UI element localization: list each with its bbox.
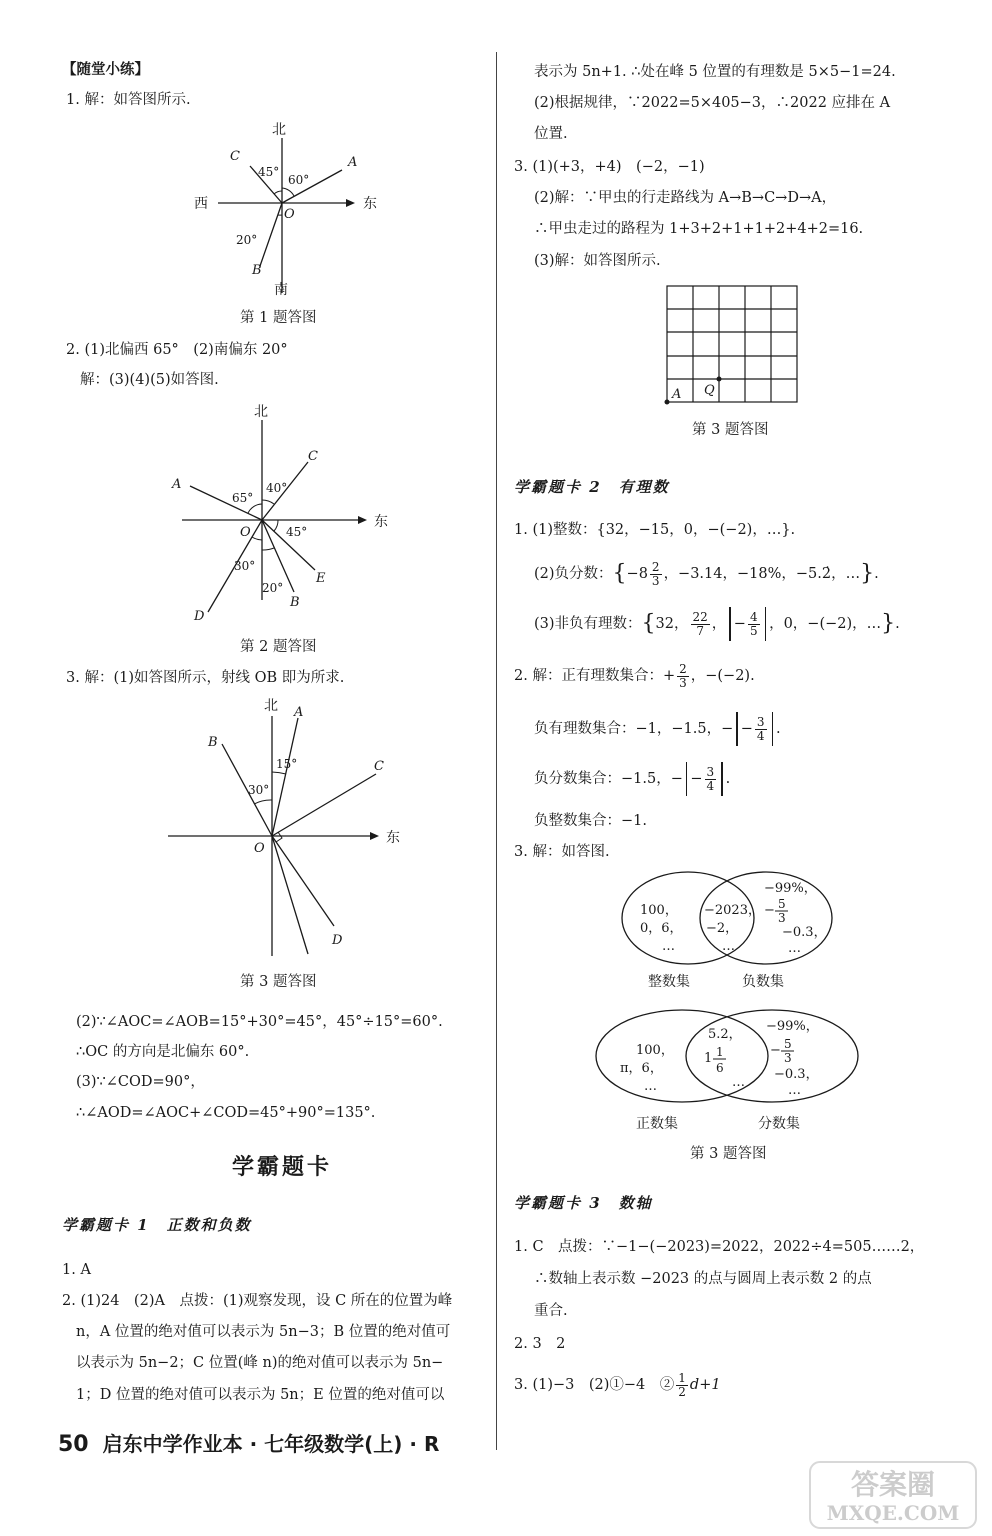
fig3-angle-30: 30°: [248, 783, 270, 797]
frac-num: 3: [706, 764, 715, 779]
r-line1: 表示为 5n+1. ∴处在峰 5 位置的有理数是 5×5−1=24.: [534, 64, 896, 80]
frac-num: 22: [692, 609, 708, 624]
fig2-point-c: C: [308, 449, 318, 464]
r-line3: 位置.: [534, 126, 568, 142]
card2-q1-line2-rest: ，−3.14，−18%，−5.2̇，…: [663, 566, 861, 582]
q2-line2: 解：(3)(4)(5)如答图.: [80, 372, 219, 388]
page-footer: [58, 1428, 439, 1457]
right-brace: }: [860, 561, 875, 586]
figure-1-compass: [190, 118, 390, 298]
q3-line5: ∴∠AOD=∠AOC+∠COD=45°+90°=135°.: [76, 1105, 376, 1121]
venn2-left-1: 100，: [636, 1043, 674, 1058]
fig3-point-c: C: [374, 759, 384, 774]
abs-bar-right: [765, 607, 767, 641]
fig3-angle-15: 15°: [276, 757, 298, 771]
abs-bar-left: [729, 607, 731, 641]
card2-q1-line3-head: 32，: [655, 616, 689, 632]
card3-line5: [514, 1366, 721, 1404]
card3-line5-tail: d+1: [689, 1377, 721, 1393]
venn2-left-label: 正数集: [636, 1116, 678, 1132]
venn-diagram-1: [618, 868, 838, 993]
fig2-angle-30: 30°: [234, 559, 256, 573]
venn1-right-den: 3: [778, 911, 786, 925]
fig1-point-a: A: [348, 155, 358, 170]
frac-den: 5: [749, 623, 758, 638]
fig2-east: 东: [374, 514, 388, 530]
card2-fraction-2-3: [650, 561, 662, 588]
figure-2-compass: [160, 400, 400, 630]
venn2-mid-whole: 1: [704, 1051, 713, 1066]
venn-diagram-2: [594, 1006, 864, 1136]
card2-q2-line1: [514, 656, 755, 696]
frac-den: 3: [679, 675, 687, 690]
fig3-point-b: B: [208, 735, 218, 750]
fig3-point-a: A: [294, 705, 304, 720]
card2-q1-line1: 1. (1)整数：{32，−15，0，−(−2)，…}.: [514, 522, 796, 538]
fig1-caption: 第 1 题答图: [240, 310, 317, 326]
frac-den: 3: [651, 573, 660, 588]
fig3-north: 北: [264, 698, 278, 714]
card3-line2: ∴数轴上表示数 −2023 的点与圆周上表示数 2 的点: [534, 1271, 872, 1287]
frac-den: 7: [696, 623, 704, 638]
card3-line4: 2. 3 2: [514, 1336, 566, 1352]
frac-num: 3: [756, 714, 765, 729]
fraction-1-2: [676, 1372, 688, 1399]
section-heading-xueba: 学霸题卡: [232, 1154, 333, 1180]
fig2-point-a: A: [172, 477, 182, 492]
venn2-left-3: …: [644, 1079, 657, 1094]
venn2-mid-1: 5.2，: [708, 1027, 742, 1042]
neg-rational-text: 负有理数集合：−1，−1.5，−: [534, 721, 734, 737]
r-line7: (3)解：如答图所示.: [534, 253, 661, 269]
fig1-east: 东: [363, 196, 377, 212]
fig2-caption: 第 2 题答图: [240, 639, 317, 655]
venn1-left-label: 整数集: [648, 974, 690, 990]
fig1-south: 南: [274, 282, 288, 298]
venn2-mid-den: 6: [716, 1061, 724, 1075]
card2-q1-line3-label: (3)非负有理数：: [534, 616, 642, 632]
fig2-point-d: D: [194, 609, 205, 624]
card2-q2-head: 2. 解：正有理数集合：+: [514, 668, 676, 684]
left-brace: {: [641, 611, 656, 636]
q2-line1: 2. (1)北偏西 65° (2)南偏东 20°: [66, 342, 288, 358]
left-brace: {: [612, 561, 627, 586]
venn1-mid-2: −2，: [706, 921, 739, 936]
grid-figure: [662, 282, 802, 406]
card3-line1: 1. C 点拨：∵−1−(−2023)=2022，2022÷4=505……2，: [514, 1239, 925, 1255]
fig2-north: 北: [254, 404, 268, 420]
card2-fraction-2-3b: [677, 663, 689, 690]
venn1-left-3: …: [662, 939, 675, 954]
figure-3-compass: [160, 694, 420, 964]
card2-q2-neg-int: 负整数集合：−1.: [534, 813, 647, 829]
fig3-point-d: D: [332, 933, 343, 948]
venn2-right-num: 5: [784, 1037, 792, 1051]
r-line6: ∴甲虫走过的路程为 1+3+2+1+1+2+4+2=16.: [534, 221, 864, 237]
fraction-3-4: [755, 716, 767, 743]
venn1-mid-3: …: [722, 939, 735, 954]
card3-line3: 重合.: [534, 1303, 568, 1319]
frac-den: 4: [756, 728, 765, 743]
grid-point-q: Q: [704, 383, 715, 398]
frac-num: 2: [679, 661, 687, 676]
venn1-mid-1: −2023，: [704, 903, 761, 918]
abs-bar-right: [772, 712, 774, 746]
fig1-point-c: C: [230, 149, 240, 164]
card2-q3: 3. 解：如答图.: [514, 844, 610, 860]
watermark-text-1: 答案圈: [850, 1468, 936, 1501]
fig2-angle-45: 45°: [286, 525, 308, 539]
venn1-right-4: …: [788, 941, 801, 956]
q3-line3: ∴OC 的方向是北偏东 60°.: [76, 1044, 250, 1060]
card3-line5-head: 3. (1)−3 (2)①−4 ②: [514, 1377, 675, 1393]
venn1-right-1: −99%，: [764, 881, 817, 896]
fig2-point-e: E: [316, 571, 326, 586]
grid-caption: 第 3 题答图: [692, 422, 769, 438]
venn-caption: 第 3 题答图: [690, 1146, 767, 1162]
venn2-mid-num: 1: [716, 1045, 724, 1059]
venn1-left-1: 100，: [640, 903, 678, 918]
venn2-mid-3: …: [732, 1075, 745, 1090]
venn2-right-minus: −: [770, 1043, 781, 1058]
right-brace: }: [881, 611, 896, 636]
fig3-caption: 第 3 题答图: [240, 974, 317, 990]
fig2-angle-65: 65°: [232, 491, 254, 505]
book-title: 启东中学作业本 · 七年级数学(上) · R: [102, 1432, 440, 1456]
card2-q2-rest: ，−(−2).: [690, 668, 755, 684]
venn2-right-label: 分数集: [758, 1116, 800, 1132]
page-number: 50: [58, 1432, 89, 1457]
venn1-right-num: 5: [778, 897, 786, 911]
card2-q1-line2: (2)负分数：{−8 $\frac{2}{3}$ ，−3.14，−18%，−5.2̇，…}.: [534, 559, 879, 588]
neg-fraction-text: 负分数集合：−1.5，−: [534, 771, 683, 787]
r-line4: 3. (1)(+3，+4) (−2，−1): [514, 159, 705, 175]
card1-title: 学霸题卡 1 正数和负数: [62, 1216, 252, 1234]
card2-q1-line3-rest: ，0，−(−2)，…: [769, 616, 882, 632]
fig3-point-o: O: [254, 841, 265, 856]
fig1-north: 北: [272, 122, 286, 138]
frac-num: 2: [651, 559, 660, 574]
abs-bar-right: [721, 762, 723, 796]
abs-bar-left: [736, 712, 738, 746]
card1-q2-line1: 2. (1)24 (2)A 点拨：(1)观察发现，设 C 所在的位置为峰: [62, 1293, 453, 1309]
venn2-right-1: −99%，: [766, 1019, 819, 1034]
card1-q2-line3: 以表示为 5n−2；C 位置(峰 n)的绝对值可以表示为 5n−: [76, 1355, 444, 1371]
card2-mixed-whole: −8: [626, 566, 648, 582]
card3-title: 学霸题卡 3 数轴: [514, 1194, 653, 1212]
venn2-right-4: …: [788, 1083, 801, 1098]
q3-line1: 3. 解：(1)如答图所示，射线 OB 即为所求.: [66, 670, 345, 686]
card2-fraction-22-7: [691, 611, 710, 638]
venn1-right-3: −0.3，: [782, 925, 827, 940]
card1-q2-line4: 1；D 位置的绝对值可以表示为 5n；E 位置的绝对值可以: [76, 1387, 445, 1403]
q3-line2: (2)∵∠AOC=∠AOB=15°+30°=45°，45°÷15°=60°.: [76, 1014, 443, 1030]
fig2-point-o: O: [240, 525, 251, 540]
abs-bar-left: [686, 762, 688, 796]
card2-fraction-4-5: [748, 611, 760, 638]
fig2-angle-40: 40°: [266, 481, 288, 495]
venn2-right-den: 3: [784, 1051, 792, 1065]
r-line2: (2)根据规律，∵2022=5×405−3，∴2022 应排在 A: [534, 95, 891, 111]
frac-den: 4: [706, 778, 715, 793]
fig2-angle-20: 20°: [262, 581, 284, 595]
fig1-point-b: B: [252, 263, 262, 278]
card2-title: 学霸题卡 2 有理数: [514, 478, 670, 496]
fig1-angle-a: 60°: [288, 173, 310, 187]
watermark-logo: [808, 1460, 978, 1530]
column-divider: [496, 52, 497, 1450]
q3-line4: (3)∵∠COD=90°，: [76, 1074, 205, 1090]
venn1-left-2: 0，6，: [640, 921, 683, 936]
venn1-right-minus: −: [764, 903, 775, 918]
card2-q2-neg-fraction: 负分数集合：−1.5，− − $\frac{3}{4}$ .: [534, 758, 730, 800]
card1-q2-line2: n，A 位置的绝对值可以表示为 5n−3；B 位置的绝对值可: [76, 1324, 451, 1340]
section-label-suitang: 【随堂小练】: [62, 61, 149, 78]
frac-num: 1: [678, 1370, 686, 1385]
fig2-point-b: B: [290, 595, 300, 610]
card2-q1-line2-label: (2)负分数：: [534, 566, 613, 582]
frac-num: 4: [749, 609, 758, 624]
r-line5: (2)解：∵甲虫的行走路线为 A→B→C→D→A，: [534, 190, 837, 206]
venn2-left-2: π，6，: [620, 1061, 663, 1076]
frac-den: 2: [678, 1384, 686, 1399]
grid-point-a: A: [672, 387, 682, 402]
venn2-right-3: −0.3，: [774, 1067, 819, 1082]
fig1-point-o: O: [284, 207, 295, 222]
card2-q2-neg-rational: 负有理数集合：−1，−1.5，− − $\frac{3}{4}$ .: [534, 708, 781, 750]
fraction-3-4: [705, 766, 717, 793]
q1-text: 1. 解：如答图所示.: [66, 92, 191, 108]
fig1-angle-b: 20°: [236, 233, 258, 247]
watermark-text-2: MXQE.COM: [826, 1501, 960, 1525]
card1-q1: 1. A: [62, 1262, 91, 1278]
fig3-east: 东: [386, 830, 400, 846]
venn1-right-label: 负数集: [742, 974, 784, 990]
fig1-west: 西: [194, 196, 208, 212]
card2-q1-line3: (3)非负有理数：{32， $\frac{22}{7}$ ， − $\frac{4}{5}$ ，0，−(−2)，…}.: [534, 604, 900, 644]
fig1-angle-c: 45°: [258, 165, 280, 179]
